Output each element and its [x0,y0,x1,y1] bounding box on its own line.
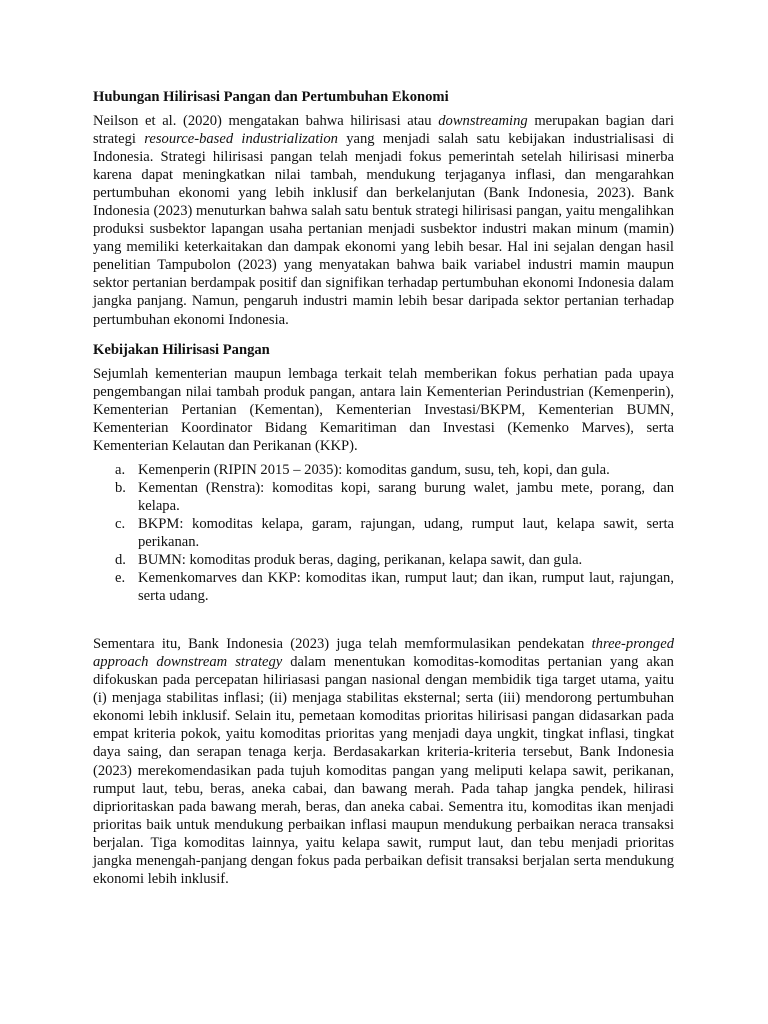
section-heading-hubungan: Hubungan Hilirisasi Pangan dan Pertumbuhan Ekonomi [93,89,449,105]
list-marker: b. [115,479,126,496]
paragraph-text: Neilson et al. (2020) mengatakan bahwa hilirisasi atau [93,113,439,129]
list-item [93,461,674,479]
paragraph-hubungan [93,112,674,329]
section-heading-kebijakan: Kebijakan Hilirisasi Pangan [93,341,270,358]
list-item-text: BKPM: komoditas kelapa, garam, rajungan, udang, rumput laut, kelapa sawit, serta perikanan. [138,515,674,550]
italic-term-resource-based: resource-based industrialization [144,131,338,148]
list-item-text: BUMN: komoditas produk beras, daging, perikanan, kelapa sawit, dan gula. [138,552,583,569]
list-item [93,515,674,551]
italic-term-three-pronged: three-pronged approach downstream strategy [93,636,674,671]
paragraph-text: dalam menentukan komoditas-komoditas pertanian yang akan difokuskan pada percepatan hiliriasasi pangan nasional dengan membidik tiga target utama, yaitu (i) menjaga stabilitas inflasi; (ii) menjaga stabilitas eksternal; serta (iii) mendorong pertumbuhan ekonomi lebih inklusif. Selain itu, pemetaan komoditas prioritas hilirisasi pangan didasarkan pada empat kriteria pokok, yaitu komoditas prioritas yang menjadi daya ungkit, tingkat inflasi, tingkat daya saing, dan serapan tenaga kerja. Berdasakarkan kriteria-kriteria tersebut, Bank Indonesia (2023) merekomendasikan pada tujuh komoditas pangan yang meliputi kelapa sawit, perikanan, rumput laut, tebu, beras, aneka cabai, dan bawang merah. Pada tahap jangka pendek, hilirasi diprioritaskan pada bawang merah, beras, dan aneka cabai. Sementra itu, komoditas ikan menjadi prioritas baik untuk mendukung perbaikan inflasi maupun mendukung perbaikan neraca transaksi berjalan. Tiga komoditas lainnya, yaitu kelapa sawit, rumput laut, dan tebu menjadi prioritas jangka menengah-panjang dengan fokus pada perbaikan defisit transaksi berjalan serta mendukung ekonomi lebih inklusif. [93,654,674,887]
paragraph-text: merupakan bagian dari strategi [93,113,674,148]
list-item-text: Kemenperin (RIPIN 2015 – 2035): komoditas gandum, susu, teh, kopi, dan gula. [138,461,610,478]
paragraph-text: Sementara itu, Bank Indonesia (2023) juga telah memformulasikan pendekatan [93,636,592,653]
ministry-list [93,461,674,605]
list-marker: d. [115,552,126,569]
paragraph-kebijakan-intro: Sejumlah kementerian maupun lembaga terkait telah memberikan fokus perhatian pada upaya pengembangan nilai tambah produk pangan, antara lain Kementerian Perindustrian (Kemenperin), Kementerian Pertanian (Kementan), Kementerian Investasi/BKPM, Kementerian BUMN, Kementerian Koordinator Bidang Kemaritiman dan Investasi (Kemenko Marves), serta Kementerian Kelautan dan Perikanan (KKP). [93,365,674,454]
list-item [93,479,674,515]
list-marker: e. [115,570,126,587]
list-item-text: Kementan (Renstra): komoditas kopi, sarang burung walet, jambu mete, porang, dan kelapa. [138,479,674,514]
paragraph-text: yang menjadi salah satu kebijakan industrialisasi di Indonesia. Strategi hilirisasi pangan telah menjadi fokus pemerintah setelah hilirisasi minerba karena dapat meningkatkan nilai tambah, mendukung terjaganya inflasi, dan mengarahkan pertumbuhan ekonomi yang lebih inklusif dan berkelanjutan (Bank Indonesia, 2023). Bank Indonesia (2023) menuturkan bahwa salah satu bentuk strategi hilirisasi pangan, yaitu mengalihkan produksi susbektor lapangan usaha pertanian menjadi susbektor industri makan minum (mamin) yang memiliki keterkaitakan dan dampak ekonomi yang lebih besar. Hal ini sejalan dengan hasil penelitian Tampubolon (2023) yang menyatakan bahwa baik variabel industri mamin maupun sektor pertanian berdampak positif dan signifikan terhadap pertumbuhan ekonomi Indonesia dalam jangka panjang. Namun, pengaruh industri mamin lebih besar daripada sektor pertanian terhadap pertumbuhan ekonomi Indonesia. [93,131,674,328]
list-item [93,569,674,605]
list-item [93,551,674,569]
list-item-text: Kemenkomarves dan KKP: komoditas ikan, rumput laut; dan ikan, rumput laut, rajungan, serta udang. [138,570,674,605]
paragraph-bank-indonesia [93,635,674,888]
list-marker: a. [115,461,126,478]
italic-term-downstreaming: downstreaming [438,113,528,129]
list-marker: c. [115,515,126,532]
